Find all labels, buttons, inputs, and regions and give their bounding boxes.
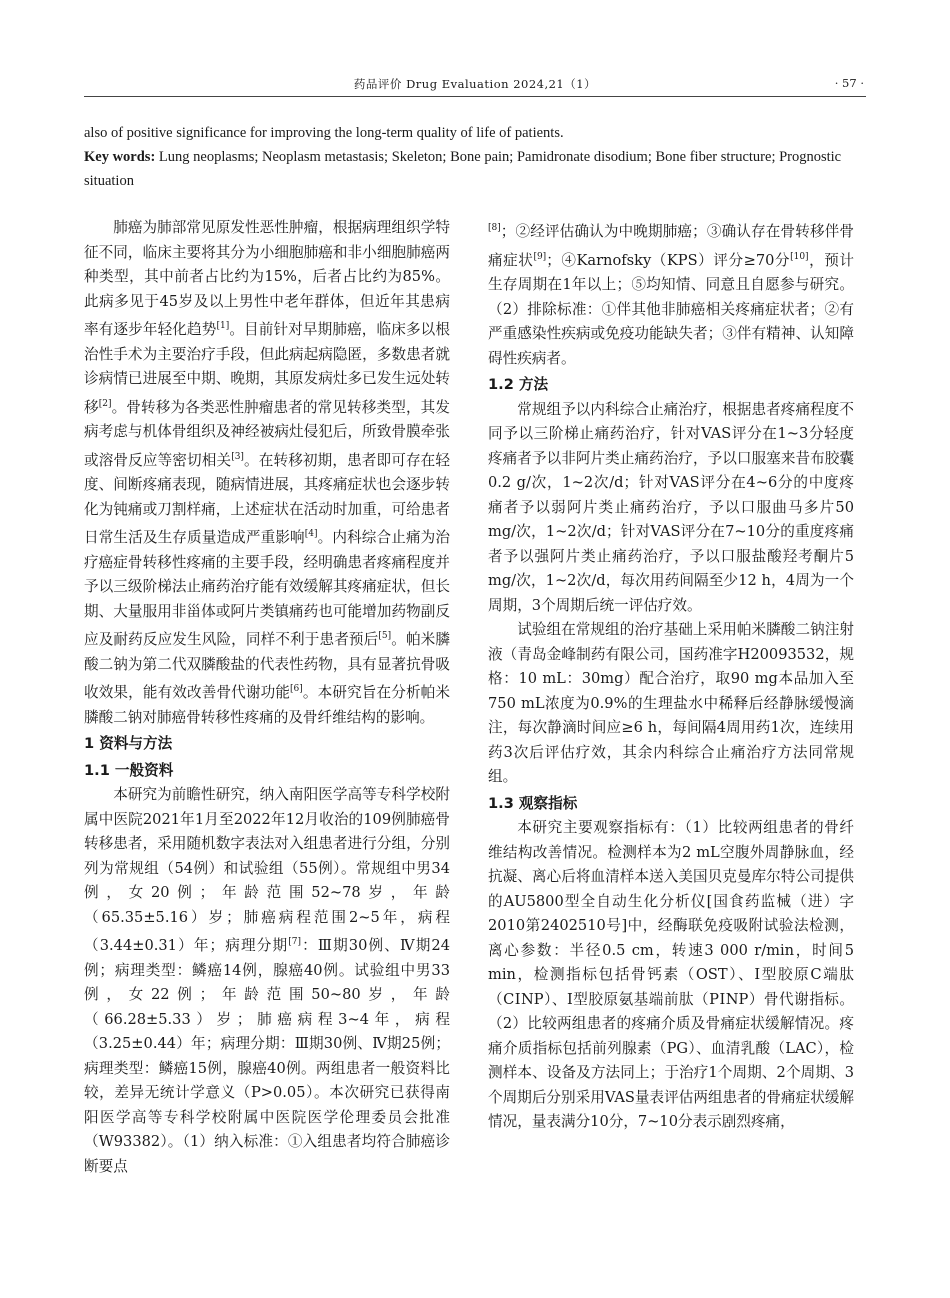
- abstract-sentence-end: also of positive significance for improving the long-term quality of life of patients.: [84, 125, 564, 141]
- keywords-list: Lung neoplasms; Neoplasm metastasis; Skeleton; Bone pain; Pamidronate disodium; Bone fiber structure; Prognostic situation: [84, 149, 842, 189]
- running-header: [84, 70, 866, 97]
- section-heading-methods: 1 资料与方法: [84, 735, 173, 752]
- citation-ref[interactable]: [6]: [290, 684, 303, 694]
- citation-ref[interactable]: [4]: [304, 529, 318, 539]
- intro-paragraph: 肺癌为肺部常见原发性恶性肿瘤，根据病理组织学特征不同，临床主要将其分为小细胞肺癌和非小细胞肺癌两种类型，其中前者占比约为15%，后者占比约为85%。此病多见于45岁及以上男性中老年群体，但近年其患病率有逐步年轻化趋势[1]。目前针对早期肺癌，临床多以根治性手术为主要治疗手段，但此病起病隐匿，多数患者就诊病情已进展至中期、晚期，其原发病灶多已发生远处转移[2]。骨转移为各类恶性肿瘤患者的常见转移类型，其发病考虑与机体骨组织及神经被病灶侵犯后，所致骨膜牵张或溶骨反应等密切相关[3]。在转移初期，患者即可存在轻度、间断疼痛表现，随病情进展，其疼痛症状也会逐步转化为钝痛或刀割样痛，上述症状在活动时加重，可给患者日常生活及生存质量造成严重影响[4]。内科综合止痛为治疗癌症骨转移性疼痛的主要手段，经明确患者疼痛程度并予以三级阶梯法止痛药治疗能有效缓解其疼痛症状，但长期、大量服用非甾体或阿片类镇痛药也可能增加药物副反应及耐药反应发生风险，同样不利于患者预后[5]。帕米膦酸二钠为第二代双膦酸盐的代表性药物，具有显著抗骨吸收效果，能有效改善骨代谢功能[6]。本研究旨在分析帕米膦酸二钠对肺癌骨转移性疼痛的及骨纤维结构的影响。: [84, 219, 450, 726]
- methods-paragraph-trial: 试验组在常规组的治疗基础上采用帕米膦酸二钠注射液（青岛金峰制药有限公司，国药准字H20093532，规格：10 mL：30mg）配合治疗，取90 mg本品加入至750 mL浓度为0.9%的生理盐水中稀释后经静脉缓慢滴注，每次静滴时间应≥6 h，每间隔4周用药1次，连续用药3次后评估疗效，其余内科综合止痛治疗方法同常规组。: [488, 621, 854, 785]
- right-column: [488, 216, 854, 1135]
- citation-ref[interactable]: [2]: [98, 398, 112, 409]
- criteria-paragraph: [8]；②经评估确认为中晚期肺癌；③确认存在骨转移伴骨痛症状[9]；④Karnofsky（KPS）评分≥70分[10]，预计生存周期在1年以上；⑤均知情、同意且自愿参与研究。（2）排除标准：①伴其他非肺癌相关疼痛症状者；②有严重感染性疾病或免疫功能缺失者；③伴有精神、认知障碍性疾病者。: [488, 223, 854, 367]
- journal-citation: 药品评价 Drug Evaluation 2024,21（1）: [353, 77, 597, 91]
- citation-ref[interactable]: [10]: [790, 251, 809, 262]
- citation-ref[interactable]: [5]: [378, 631, 392, 641]
- methods-paragraph-control: 常规组予以内科综合止痛治疗，根据患者疼痛程度不同予以三阶梯止痛药治疗，针对VAS评分在1~3分轻度疼痛者予以非阿片类止痛药治疗，予以口服塞来昔布胶囊0.2 g/次，1~2次/d；针对VAS评分在4~6分的中度疼痛者予以弱阿片类止痛药治疗，予以口服曲马多片50 mg/次，1~2次/d；针对VAS评分在7~10分的重度疼痛者予以强阿片类止痛药治疗，予以口服盐酸羟考酮片5 mg/次，1~2次/d，每次用药间隔至少12 h，4周为一个周期，3个周期后统一评估疗效。: [488, 400, 854, 614]
- page-number: · 57 ·: [834, 76, 864, 90]
- keywords-label: Key words:: [84, 149, 156, 165]
- keywords: [84, 145, 866, 193]
- general-data-paragraph: 本研究为前瞻性研究，纳入南阳医学高等专科学校附属中医院2021年1月至2022年12月收治的109例肺癌骨转移患者，采用随机数字表法对入组患者进行分组，分别列为常规组（54例）和试验组（55例）。常规组中男34例，女20例；年龄范围52~78岁，年龄（65.35±5.16）岁；肺癌病程范围2~5年，病程（3.44±0.31）年；病理分期[7]：Ⅲ期30例、Ⅳ期24例；病理类型：鳞癌14例，腺癌40例。试验组中男33例，女22例；年龄范围50~80岁，年龄（66.28±5.33）岁；肺癌病程3~4年，病程（3.25±0.44）年；病理分期：Ⅲ期30例、Ⅳ期25例；病理类型：鳞癌15例，腺癌40例。两组患者一般资料比较，差异无统计学意义（P>0.05）。本次研究已获得南阳医学高等专科学校附属中医院医学伦理委员会批准（W93382）。（1）纳入标准：①入组患者均符合肺癌诊断要点: [84, 786, 451, 1175]
- subsection-heading-observation: 1.3 观察指标: [488, 794, 578, 812]
- observation-paragraph: 本研究主要观察指标有：（1）比较两组患者的骨纤维结构改善情况。检测样本为2 mL空腹外周静脉血，经抗凝、离心后将血清样本送入美国贝克曼库尔特公司提供的AU5800型全自动生化分析仪[国食药监械（进）字2010第2402510号]中，经酶联免疫吸附试验法检测，离心参数：半径0.5 cm，转速3 000 r/min，时间5 min，检测指标包括骨钙素（OST）、Ⅰ型胶原C端肽（CⅠNP）、Ⅰ型胶原氨基端前肽（PⅠNP）骨代谢指标。（2）比较两组患者的疼痛介质及骨痛症状缓解情况。疼痛介质指标包括前列腺素（PG）、血清乳酸（LAC），检测样本、设备及方法同上；于治疗1个周期、2个周期、3个周期后分别采用VAS量表评估两组患者的骨痛症状缓解情况，量表满分10分，7~10分表示剧烈疼痛，: [488, 819, 854, 1130]
- citation-ref[interactable]: [8]: [488, 223, 501, 233]
- citation-ref[interactable]: [9]: [533, 251, 547, 262]
- subsection-heading-general-data: 1.1 一般资料: [84, 761, 174, 779]
- subsection-heading-methods: 1.2 方法: [488, 376, 549, 393]
- citation-ref[interactable]: [3]: [231, 451, 244, 462]
- abstract-tail: [84, 121, 866, 193]
- left-column: [84, 216, 450, 1179]
- citation-ref[interactable]: [1]: [216, 321, 230, 331]
- citation-ref[interactable]: [7]: [288, 937, 301, 947]
